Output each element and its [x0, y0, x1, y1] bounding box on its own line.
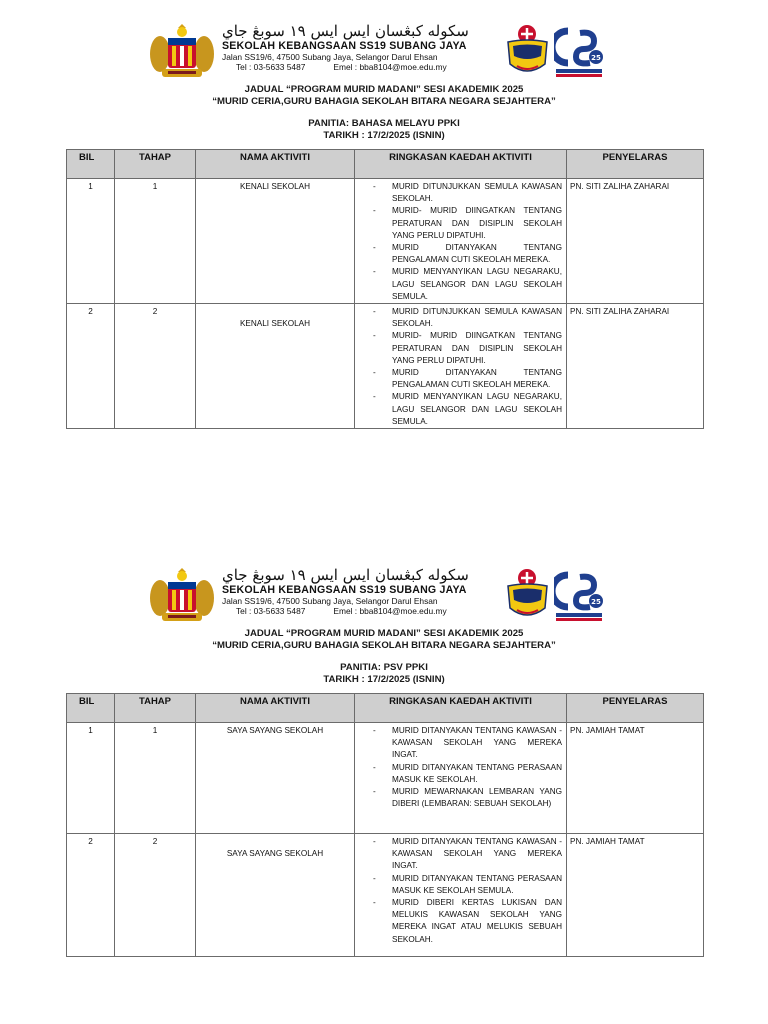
ringkasan-list: [359, 306, 562, 428]
list-item: - MURID DITANYAKAN TENTANG PERASAAN MASUK KE SEKOLAH.: [359, 762, 562, 786]
panitia-label: PANITIA: BAHASA MELAYU PPKI: [308, 118, 460, 129]
list-item: - MURID DITUNJUKKAN SEMULA KAWASAN SEKOLAH.: [359, 306, 562, 330]
anniversary-logo-number: 25: [591, 54, 601, 62]
cell-penyelaras: PN. SITI ZALIHA ZAHARAI: [567, 304, 704, 429]
schedule-title: JADUAL “PROGRAM MURID MADANI” SESI AKADEMIK 2025: [244, 628, 524, 639]
header-bil: BIL: [67, 694, 115, 723]
list-item: - MURID DITUNJUKKAN SEMULA KAWASAN SEKOLAH.: [359, 181, 562, 205]
cell-tahap: 2: [115, 834, 196, 957]
list-item: - MURID- MURID DIINGATKAN TENTANG PERATURAN DAN DISIPLIN SEKOLAH YANG PERLU DIPATUHI.: [359, 205, 562, 242]
school-name: SEKOLAH KEBANGSAAN SS19 SUBANG JAYA: [222, 40, 467, 52]
panitia-label: PANITIA: PSV PPKI: [340, 662, 428, 673]
malaysia-coat-of-arms-icon: [148, 24, 216, 80]
list-item: - MURID DITANYAKAN TENTANG PENGALAMAN CUTI SKEOLAH MEREKA.: [359, 367, 562, 391]
cell-nama-aktiviti: KENALI SEKOLAH: [196, 179, 355, 304]
list-item: - MURID MENYANYIKAN LAGU NEGARAKU, LAGU SELANGOR DAN LAGU SEKOLAH SEMULA.: [359, 391, 562, 428]
malaysia-coat-of-arms-icon: [148, 568, 216, 624]
school-address: Jalan SS19/6, 47500 Subang Jaya, Selangor Darul Ehsan: [222, 596, 438, 606]
schedule-section-psv: [0, 566, 768, 944]
cell-nama-aktiviti: SAYA SAYANG SEKOLAH: [196, 723, 355, 834]
activity-table: [66, 693, 704, 957]
header-tahap: TAHAP: [115, 694, 196, 723]
cell-penyelaras: PN. JAMIAH TAMAT: [567, 834, 704, 957]
school-letterhead: [0, 22, 768, 80]
table-header-row: [67, 150, 704, 179]
anniversary-logo-icon: [554, 25, 604, 79]
table-row: [67, 834, 704, 957]
header-tahap: TAHAP: [115, 150, 196, 179]
list-item: - MURID MENYANYIKAN LAGU NEGARAKU, LAGU SELANGOR DAN LAGU SEKOLAH SEMULA.: [359, 266, 562, 303]
school-name-jawi: سکوله کبڠسان ايس ايس ١٩ سوبڠ جاي: [222, 566, 469, 584]
cell-tahap: 1: [115, 179, 196, 304]
cell-bil: 2: [67, 304, 115, 429]
cell-ringkasan: [355, 834, 567, 957]
school-telephone: Tel : 03-5633 5487: [236, 62, 306, 72]
list-item: - MURID DITANYAKAN TENTANG KAWASAN -KAWASAN SEKOLAH YANG MEREKA INGAT.: [359, 725, 562, 762]
school-letterhead: [0, 566, 768, 624]
cell-nama-aktiviti: KENALI SEKOLAH: [196, 304, 355, 429]
ringkasan-list: [359, 836, 562, 946]
school-email: Emel : bba8104@moe.edu.my: [333, 606, 447, 616]
table-row: [67, 304, 704, 429]
header-ringkasan: RINGKASAN KAEDAH AKTIVITI: [355, 694, 567, 723]
cell-tahap: 1: [115, 723, 196, 834]
tarikh-label: TARIKH : 17/2/2025 (ISNIN): [323, 673, 445, 685]
list-item: - MURID DIBERI KERTAS LUKISAN DAN MELUKIS KAWASAN SEKOLAH YANG MEREKA INGAT ATAU MELUKIS SEBUAH SEKOLAH.: [359, 897, 562, 946]
cell-penyelaras: PN. JAMIAH TAMAT: [567, 723, 704, 834]
school-name: SEKOLAH KEBANGSAAN SS19 SUBANG JAYA: [222, 584, 467, 596]
cell-ringkasan: [355, 179, 567, 304]
activity-table: [66, 149, 704, 429]
tarikh-label: TARIKH : 17/2/2025 (ISNIN): [323, 129, 445, 141]
header-penyelaras: PENYELARAS: [567, 150, 704, 179]
anniversary-logo-number: 25: [591, 598, 601, 606]
schedule-subtitle: “MURID CERIA,GURU BAHAGIA SEKOLAH BITARA NEGARA SEJAHTERA”: [212, 95, 556, 107]
list-item: - MURID DITANYAKAN TENTANG KAWASAN -KAWASAN SEKOLAH YANG MEREKA INGAT.: [359, 836, 562, 873]
selangor-badge-icon: [505, 566, 550, 622]
list-item: - MURID DITANYAKAN TENTANG PENGALAMAN CUTI SKEOLAH MEREKA.: [359, 242, 562, 266]
cell-ringkasan: [355, 304, 567, 429]
school-name-jawi: سکوله کبڠسان ايس ايس ١٩ سوبڠ جاي: [222, 22, 469, 40]
schedule-section-bahasa-melayu: [0, 22, 768, 426]
cell-penyelaras: PN. SITI ZALIHA ZAHARAI: [567, 179, 704, 304]
schedule-subtitle: “MURID CERIA,GURU BAHAGIA SEKOLAH BITARA NEGARA SEJAHTERA”: [212, 639, 556, 651]
list-item: - MURID DITANYAKAN TENTANG PERASAAN MASUK KE SEKOLAH SEMULA.: [359, 873, 562, 897]
list-item: - MURID MEWARNAKAN LEMBARAN YANG DIBERI (LEMBARAN: SEBUAH SEKOLAH): [359, 786, 562, 810]
table-row: [67, 723, 704, 834]
header-penyelaras: PENYELARAS: [567, 694, 704, 723]
cell-ringkasan: [355, 723, 567, 834]
cell-bil: 1: [67, 723, 115, 834]
school-email: Emel : bba8104@moe.edu.my: [333, 62, 447, 72]
school-address: Jalan SS19/6, 47500 Subang Jaya, Selangor Darul Ehsan: [222, 52, 438, 62]
table-row: [67, 179, 704, 304]
cell-bil: 2: [67, 834, 115, 957]
cell-bil: 1: [67, 179, 115, 304]
selangor-badge-icon: [505, 22, 550, 78]
header-ringkasan: RINGKASAN KAEDAH AKTIVITI: [355, 150, 567, 179]
anniversary-logo-icon: [554, 569, 604, 623]
header-nama-aktiviti: NAMA AKTIVITI: [196, 694, 355, 723]
schedule-title: JADUAL “PROGRAM MURID MADANI” SESI AKADEMIK 2025: [244, 84, 524, 95]
header-nama-aktiviti: NAMA AKTIVITI: [196, 150, 355, 179]
ringkasan-list: [359, 181, 562, 303]
school-telephone: Tel : 03-5633 5487: [236, 606, 306, 616]
ringkasan-list: [359, 725, 562, 810]
header-bil: BIL: [67, 150, 115, 179]
cell-nama-aktiviti: SAYA SAYANG SEKOLAH: [196, 834, 355, 957]
table-header-row: [67, 694, 704, 723]
list-item: - MURID- MURID DIINGATKAN TENTANG PERATURAN DAN DISIPLIN SEKOLAH YANG PERLU DIPATUHI.: [359, 330, 562, 367]
cell-tahap: 2: [115, 304, 196, 429]
